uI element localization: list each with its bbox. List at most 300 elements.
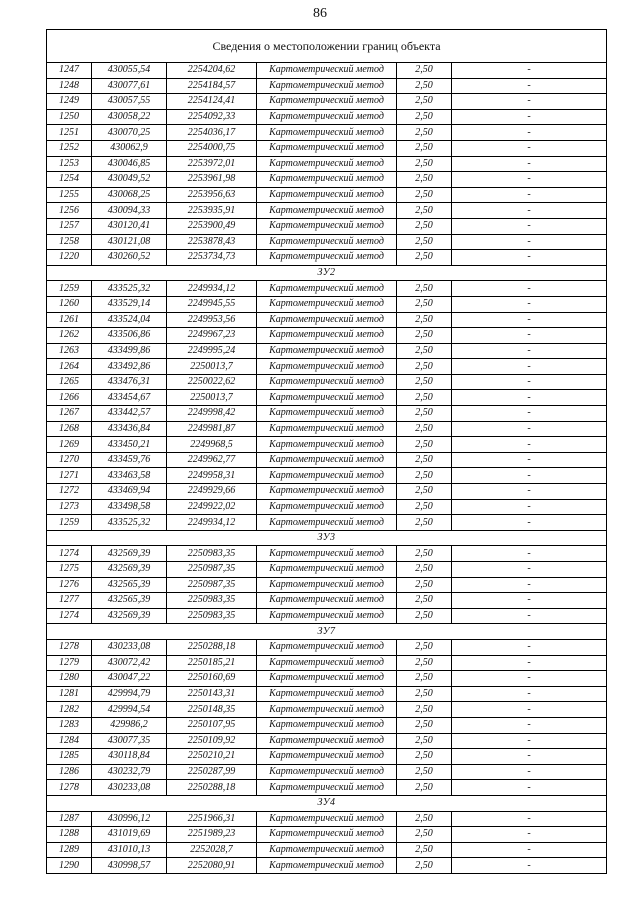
precision-cell: 2,50 bbox=[397, 515, 452, 531]
point-number-cell: 1259 bbox=[47, 515, 92, 531]
x-coordinate-cell: 430055,54 bbox=[92, 63, 167, 79]
precision-cell: 2,50 bbox=[397, 421, 452, 437]
precision-cell: 2,50 bbox=[397, 562, 452, 578]
table-row bbox=[47, 780, 607, 796]
precision-cell: 2,50 bbox=[397, 593, 452, 609]
point-number-cell: 1254 bbox=[47, 172, 92, 188]
table-row bbox=[47, 686, 607, 702]
precision-cell: 2,50 bbox=[397, 390, 452, 406]
x-coordinate-cell: 433442,57 bbox=[92, 406, 167, 422]
point-number-cell: 1276 bbox=[47, 577, 92, 593]
point-number-cell: 1255 bbox=[47, 187, 92, 203]
point-number-cell: 1256 bbox=[47, 203, 92, 219]
x-coordinate-cell: 430233,08 bbox=[92, 639, 167, 655]
table-row bbox=[47, 312, 607, 328]
description-cell: - bbox=[452, 593, 607, 609]
table-header-row bbox=[47, 30, 607, 63]
precision-cell: 2,50 bbox=[397, 172, 452, 188]
x-coordinate-cell: 433525,32 bbox=[92, 515, 167, 531]
point-number-cell: 1250 bbox=[47, 109, 92, 125]
precision-cell: 2,50 bbox=[397, 484, 452, 500]
description-cell: - bbox=[452, 562, 607, 578]
method-cell: Картометрический метод bbox=[257, 437, 397, 453]
table-row bbox=[47, 593, 607, 609]
description-cell: - bbox=[452, 858, 607, 874]
method-cell: Картометрический метод bbox=[257, 562, 397, 578]
x-coordinate-cell: 432569,39 bbox=[92, 562, 167, 578]
table-row bbox=[47, 125, 607, 141]
y-coordinate-cell: 2251966,31 bbox=[167, 811, 257, 827]
method-cell: Картометрический метод bbox=[257, 281, 397, 297]
method-cell: Картометрический метод bbox=[257, 842, 397, 858]
method-cell: Картометрический метод bbox=[257, 702, 397, 718]
method-cell: Картометрический метод bbox=[257, 515, 397, 531]
point-number-cell: 1267 bbox=[47, 406, 92, 422]
y-coordinate-cell: 2250107,95 bbox=[167, 717, 257, 733]
point-number-cell: 1275 bbox=[47, 562, 92, 578]
precision-cell: 2,50 bbox=[397, 437, 452, 453]
method-cell: Картометрический метод bbox=[257, 94, 397, 110]
precision-cell: 2,50 bbox=[397, 671, 452, 687]
point-number-cell: 1253 bbox=[47, 156, 92, 172]
precision-cell: 2,50 bbox=[397, 187, 452, 203]
description-cell: - bbox=[452, 140, 607, 156]
method-cell: Картометрический метод bbox=[257, 452, 397, 468]
method-cell: Картометрический метод bbox=[257, 421, 397, 437]
method-cell: Картометрический метод bbox=[257, 125, 397, 141]
method-cell: Картометрический метод bbox=[257, 468, 397, 484]
table-row bbox=[47, 858, 607, 874]
x-coordinate-cell: 431019,69 bbox=[92, 827, 167, 843]
table-row bbox=[47, 437, 607, 453]
method-cell: Картометрический метод bbox=[257, 187, 397, 203]
precision-cell: 2,50 bbox=[397, 94, 452, 110]
precision-cell: 2,50 bbox=[397, 281, 452, 297]
x-coordinate-cell: 430118,84 bbox=[92, 749, 167, 765]
method-cell: Картометрический метод bbox=[257, 312, 397, 328]
method-cell: Картометрический метод bbox=[257, 250, 397, 266]
x-coordinate-cell: 432569,39 bbox=[92, 608, 167, 624]
y-coordinate-cell: 2249945,55 bbox=[167, 296, 257, 312]
y-coordinate-cell: 2249995,24 bbox=[167, 343, 257, 359]
point-number-cell: 1270 bbox=[47, 452, 92, 468]
method-cell: Картометрический метод bbox=[257, 218, 397, 234]
method-cell: Картометрический метод bbox=[257, 343, 397, 359]
x-coordinate-cell: 430046,85 bbox=[92, 156, 167, 172]
precision-cell: 2,50 bbox=[397, 499, 452, 515]
description-cell: - bbox=[452, 421, 607, 437]
table-row bbox=[47, 343, 607, 359]
precision-cell: 2,50 bbox=[397, 234, 452, 250]
method-cell: Картометрический метод bbox=[257, 234, 397, 250]
table-row bbox=[47, 655, 607, 671]
description-cell: - bbox=[452, 764, 607, 780]
precision-cell: 2,50 bbox=[397, 63, 452, 79]
table-row bbox=[47, 717, 607, 733]
x-coordinate-cell: 430120,41 bbox=[92, 218, 167, 234]
table-row bbox=[47, 109, 607, 125]
table-row bbox=[47, 811, 607, 827]
description-cell: - bbox=[452, 203, 607, 219]
table-row bbox=[47, 140, 607, 156]
method-cell: Картометрический метод bbox=[257, 780, 397, 796]
method-cell: Картометрический метод bbox=[257, 639, 397, 655]
description-cell: - bbox=[452, 328, 607, 344]
method-cell: Картометрический метод bbox=[257, 749, 397, 765]
y-coordinate-cell: 2253935,91 bbox=[167, 203, 257, 219]
method-cell: Картометрический метод bbox=[257, 546, 397, 562]
x-coordinate-cell: 433476,31 bbox=[92, 374, 167, 390]
point-number-cell: 1277 bbox=[47, 593, 92, 609]
y-coordinate-cell: 2250288,18 bbox=[167, 780, 257, 796]
description-cell: - bbox=[452, 452, 607, 468]
description-cell: - bbox=[452, 343, 607, 359]
precision-cell: 2,50 bbox=[397, 125, 452, 141]
table-row bbox=[47, 562, 607, 578]
precision-cell: 2,50 bbox=[397, 78, 452, 94]
y-coordinate-cell: 2253972,01 bbox=[167, 156, 257, 172]
method-cell: Картометрический метод bbox=[257, 328, 397, 344]
table-row bbox=[47, 842, 607, 858]
description-cell: - bbox=[452, 125, 607, 141]
table-row bbox=[47, 234, 607, 250]
boundary-coordinates-table bbox=[46, 29, 607, 874]
y-coordinate-cell: 2249922,02 bbox=[167, 499, 257, 515]
precision-cell: 2,50 bbox=[397, 343, 452, 359]
description-cell: - bbox=[452, 484, 607, 500]
point-number-cell: 1264 bbox=[47, 359, 92, 375]
x-coordinate-cell: 430058,22 bbox=[92, 109, 167, 125]
x-coordinate-cell: 433492,86 bbox=[92, 359, 167, 375]
y-coordinate-cell: 2249998,42 bbox=[167, 406, 257, 422]
x-coordinate-cell: 432565,39 bbox=[92, 593, 167, 609]
description-cell: - bbox=[452, 359, 607, 375]
y-coordinate-cell: 2254036,17 bbox=[167, 125, 257, 141]
table-row bbox=[47, 296, 607, 312]
method-cell: Картометрический метод bbox=[257, 109, 397, 125]
description-cell: - bbox=[452, 312, 607, 328]
precision-cell: 2,50 bbox=[397, 686, 452, 702]
table-row bbox=[47, 827, 607, 843]
point-number-cell: 1268 bbox=[47, 421, 92, 437]
coordinates-document bbox=[46, 29, 606, 874]
x-coordinate-cell: 430233,08 bbox=[92, 780, 167, 796]
description-cell: - bbox=[452, 78, 607, 94]
y-coordinate-cell: 2250983,35 bbox=[167, 608, 257, 624]
section-heading-row bbox=[47, 624, 607, 640]
y-coordinate-cell: 2250983,35 bbox=[167, 546, 257, 562]
point-number-cell: 1257 bbox=[47, 218, 92, 234]
point-number-cell: 1248 bbox=[47, 78, 92, 94]
precision-cell: 2,50 bbox=[397, 546, 452, 562]
precision-cell: 2,50 bbox=[397, 717, 452, 733]
description-cell: - bbox=[452, 296, 607, 312]
point-number-cell: 1266 bbox=[47, 390, 92, 406]
table-row bbox=[47, 203, 607, 219]
precision-cell: 2,50 bbox=[397, 749, 452, 765]
point-number-cell: 1261 bbox=[47, 312, 92, 328]
y-coordinate-cell: 2250013,7 bbox=[167, 359, 257, 375]
description-cell: - bbox=[452, 749, 607, 765]
x-coordinate-cell: 433454,67 bbox=[92, 390, 167, 406]
x-coordinate-cell: 430996,12 bbox=[92, 811, 167, 827]
y-coordinate-cell: 2253878,43 bbox=[167, 234, 257, 250]
method-cell: Картометрический метод bbox=[257, 608, 397, 624]
point-number-cell: 1273 bbox=[47, 499, 92, 515]
precision-cell: 2,50 bbox=[397, 359, 452, 375]
point-number-cell: 1251 bbox=[47, 125, 92, 141]
table-row bbox=[47, 546, 607, 562]
precision-cell: 2,50 bbox=[397, 827, 452, 843]
x-coordinate-cell: 430072,42 bbox=[92, 655, 167, 671]
y-coordinate-cell: 2250109,92 bbox=[167, 733, 257, 749]
point-number-cell: 1258 bbox=[47, 234, 92, 250]
point-number-cell: 1252 bbox=[47, 140, 92, 156]
method-cell: Картометрический метод bbox=[257, 140, 397, 156]
x-coordinate-cell: 430047,22 bbox=[92, 671, 167, 687]
table-row bbox=[47, 78, 607, 94]
method-cell: Картометрический метод bbox=[257, 858, 397, 874]
precision-cell: 2,50 bbox=[397, 109, 452, 125]
x-coordinate-cell: 433529,14 bbox=[92, 296, 167, 312]
description-cell: - bbox=[452, 639, 607, 655]
precision-cell: 2,50 bbox=[397, 577, 452, 593]
description-cell: - bbox=[452, 655, 607, 671]
method-cell: Картометрический метод bbox=[257, 577, 397, 593]
precision-cell: 2,50 bbox=[397, 655, 452, 671]
section-heading-row bbox=[47, 530, 607, 546]
description-cell: - bbox=[452, 218, 607, 234]
point-number-cell: 1262 bbox=[47, 328, 92, 344]
precision-cell: 2,50 bbox=[397, 702, 452, 718]
table-row bbox=[47, 156, 607, 172]
point-number-cell: 1220 bbox=[47, 250, 92, 266]
point-number-cell: 1260 bbox=[47, 296, 92, 312]
table-row bbox=[47, 468, 607, 484]
y-coordinate-cell: 2253734,73 bbox=[167, 250, 257, 266]
description-cell: - bbox=[452, 702, 607, 718]
x-coordinate-cell: 430070,25 bbox=[92, 125, 167, 141]
y-coordinate-cell: 2252080,91 bbox=[167, 858, 257, 874]
y-coordinate-cell: 2250287,99 bbox=[167, 764, 257, 780]
point-number-cell: 1284 bbox=[47, 733, 92, 749]
point-number-cell: 1263 bbox=[47, 343, 92, 359]
page-number: 86 bbox=[313, 6, 327, 21]
point-number-cell: 1286 bbox=[47, 764, 92, 780]
method-cell: Картометрический метод bbox=[257, 63, 397, 79]
precision-cell: 2,50 bbox=[397, 250, 452, 266]
x-coordinate-cell: 429994,54 bbox=[92, 702, 167, 718]
precision-cell: 2,50 bbox=[397, 203, 452, 219]
y-coordinate-cell: 2250148,35 bbox=[167, 702, 257, 718]
y-coordinate-cell: 2249934,12 bbox=[167, 515, 257, 531]
method-cell: Картометрический метод bbox=[257, 499, 397, 515]
section-heading-row bbox=[47, 265, 607, 281]
y-coordinate-cell: 2249953,56 bbox=[167, 312, 257, 328]
table-row bbox=[47, 63, 607, 79]
point-number-cell: 1279 bbox=[47, 655, 92, 671]
description-cell: - bbox=[452, 515, 607, 531]
method-cell: Картометрический метод bbox=[257, 593, 397, 609]
y-coordinate-cell: 2250987,35 bbox=[167, 562, 257, 578]
precision-cell: 2,50 bbox=[397, 312, 452, 328]
description-cell: - bbox=[452, 234, 607, 250]
point-number-cell: 1285 bbox=[47, 749, 92, 765]
x-coordinate-cell: 430121,08 bbox=[92, 234, 167, 250]
description-cell: - bbox=[452, 468, 607, 484]
precision-cell: 2,50 bbox=[397, 328, 452, 344]
table-row bbox=[47, 515, 607, 531]
precision-cell: 2,50 bbox=[397, 811, 452, 827]
precision-cell: 2,50 bbox=[397, 733, 452, 749]
y-coordinate-cell: 2249967,23 bbox=[167, 328, 257, 344]
precision-cell: 2,50 bbox=[397, 140, 452, 156]
x-coordinate-cell: 433506,86 bbox=[92, 328, 167, 344]
table-row bbox=[47, 374, 607, 390]
point-number-cell: 1282 bbox=[47, 702, 92, 718]
precision-cell: 2,50 bbox=[397, 608, 452, 624]
x-coordinate-cell: 433524,04 bbox=[92, 312, 167, 328]
table-row bbox=[47, 608, 607, 624]
description-cell: - bbox=[452, 811, 607, 827]
x-coordinate-cell: 433459,76 bbox=[92, 452, 167, 468]
description-cell: - bbox=[452, 390, 607, 406]
x-coordinate-cell: 429994,79 bbox=[92, 686, 167, 702]
table-row bbox=[47, 499, 607, 515]
y-coordinate-cell: 2249929,66 bbox=[167, 484, 257, 500]
method-cell: Картометрический метод bbox=[257, 390, 397, 406]
method-cell: Картометрический метод bbox=[257, 671, 397, 687]
precision-cell: 2,50 bbox=[397, 639, 452, 655]
table-row bbox=[47, 390, 607, 406]
x-coordinate-cell: 433525,32 bbox=[92, 281, 167, 297]
y-coordinate-cell: 2250013,7 bbox=[167, 390, 257, 406]
description-cell: - bbox=[452, 187, 607, 203]
method-cell: Картометрический метод bbox=[257, 484, 397, 500]
method-cell: Картометрический метод bbox=[257, 296, 397, 312]
description-cell: - bbox=[452, 733, 607, 749]
section-heading: ЗУ7 bbox=[47, 624, 607, 640]
point-number-cell: 1288 bbox=[47, 827, 92, 843]
point-number-cell: 1269 bbox=[47, 437, 92, 453]
point-number-cell: 1289 bbox=[47, 842, 92, 858]
y-coordinate-cell: 2250987,35 bbox=[167, 577, 257, 593]
y-coordinate-cell: 2254204,62 bbox=[167, 63, 257, 79]
table-row bbox=[47, 639, 607, 655]
method-cell: Картометрический метод bbox=[257, 78, 397, 94]
x-coordinate-cell: 430232,79 bbox=[92, 764, 167, 780]
description-cell: - bbox=[452, 156, 607, 172]
table-row bbox=[47, 702, 607, 718]
y-coordinate-cell: 2250983,35 bbox=[167, 593, 257, 609]
table-row bbox=[47, 94, 607, 110]
y-coordinate-cell: 2250143,31 bbox=[167, 686, 257, 702]
y-coordinate-cell: 2253956,63 bbox=[167, 187, 257, 203]
precision-cell: 2,50 bbox=[397, 374, 452, 390]
x-coordinate-cell: 433499,86 bbox=[92, 343, 167, 359]
description-cell: - bbox=[452, 577, 607, 593]
table-row bbox=[47, 671, 607, 687]
precision-cell: 2,50 bbox=[397, 406, 452, 422]
method-cell: Картометрический метод bbox=[257, 203, 397, 219]
x-coordinate-cell: 429986,2 bbox=[92, 717, 167, 733]
precision-cell: 2,50 bbox=[397, 156, 452, 172]
y-coordinate-cell: 2249968,5 bbox=[167, 437, 257, 453]
precision-cell: 2,50 bbox=[397, 296, 452, 312]
point-number-cell: 1290 bbox=[47, 858, 92, 874]
table-body bbox=[47, 30, 607, 874]
table-row bbox=[47, 733, 607, 749]
y-coordinate-cell: 2250185,21 bbox=[167, 655, 257, 671]
description-cell: - bbox=[452, 499, 607, 515]
method-cell: Картометрический метод bbox=[257, 406, 397, 422]
description-cell: - bbox=[452, 608, 607, 624]
description-cell: - bbox=[452, 827, 607, 843]
method-cell: Картометрический метод bbox=[257, 827, 397, 843]
description-cell: - bbox=[452, 437, 607, 453]
x-coordinate-cell: 430998,57 bbox=[92, 858, 167, 874]
y-coordinate-cell: 2249962,77 bbox=[167, 452, 257, 468]
table-row bbox=[47, 577, 607, 593]
x-coordinate-cell: 432565,39 bbox=[92, 577, 167, 593]
y-coordinate-cell: 2251989,23 bbox=[167, 827, 257, 843]
x-coordinate-cell: 430077,61 bbox=[92, 78, 167, 94]
table-row bbox=[47, 452, 607, 468]
method-cell: Картометрический метод bbox=[257, 811, 397, 827]
description-cell: - bbox=[452, 842, 607, 858]
point-number-cell: 1247 bbox=[47, 63, 92, 79]
x-coordinate-cell: 430260,52 bbox=[92, 250, 167, 266]
x-coordinate-cell: 433469,94 bbox=[92, 484, 167, 500]
y-coordinate-cell: 2252028,7 bbox=[167, 842, 257, 858]
precision-cell: 2,50 bbox=[397, 764, 452, 780]
description-cell: - bbox=[452, 780, 607, 796]
x-coordinate-cell: 430049,52 bbox=[92, 172, 167, 188]
point-number-cell: 1287 bbox=[47, 811, 92, 827]
description-cell: - bbox=[452, 63, 607, 79]
x-coordinate-cell: 432569,39 bbox=[92, 546, 167, 562]
point-number-cell: 1272 bbox=[47, 484, 92, 500]
point-number-cell: 1280 bbox=[47, 671, 92, 687]
point-number-cell: 1265 bbox=[47, 374, 92, 390]
description-cell: - bbox=[452, 250, 607, 266]
y-coordinate-cell: 2254000,75 bbox=[167, 140, 257, 156]
point-number-cell: 1274 bbox=[47, 546, 92, 562]
x-coordinate-cell: 430077,35 bbox=[92, 733, 167, 749]
table-row bbox=[47, 172, 607, 188]
table-title: Сведения о местоположении границ объекта bbox=[47, 30, 607, 63]
table-row bbox=[47, 281, 607, 297]
y-coordinate-cell: 2249981,87 bbox=[167, 421, 257, 437]
x-coordinate-cell: 430062,9 bbox=[92, 140, 167, 156]
y-coordinate-cell: 2250022,62 bbox=[167, 374, 257, 390]
table-row bbox=[47, 406, 607, 422]
description-cell: - bbox=[452, 686, 607, 702]
y-coordinate-cell: 2249934,12 bbox=[167, 281, 257, 297]
x-coordinate-cell: 433498,58 bbox=[92, 499, 167, 515]
method-cell: Картометрический метод bbox=[257, 374, 397, 390]
table-row bbox=[47, 218, 607, 234]
table-row bbox=[47, 328, 607, 344]
description-cell: - bbox=[452, 172, 607, 188]
method-cell: Картометрический метод bbox=[257, 733, 397, 749]
table-row bbox=[47, 250, 607, 266]
section-heading: ЗУ4 bbox=[47, 795, 607, 811]
method-cell: Картометрический метод bbox=[257, 686, 397, 702]
point-number-cell: 1278 bbox=[47, 639, 92, 655]
y-coordinate-cell: 2254124,41 bbox=[167, 94, 257, 110]
x-coordinate-cell: 430057,55 bbox=[92, 94, 167, 110]
